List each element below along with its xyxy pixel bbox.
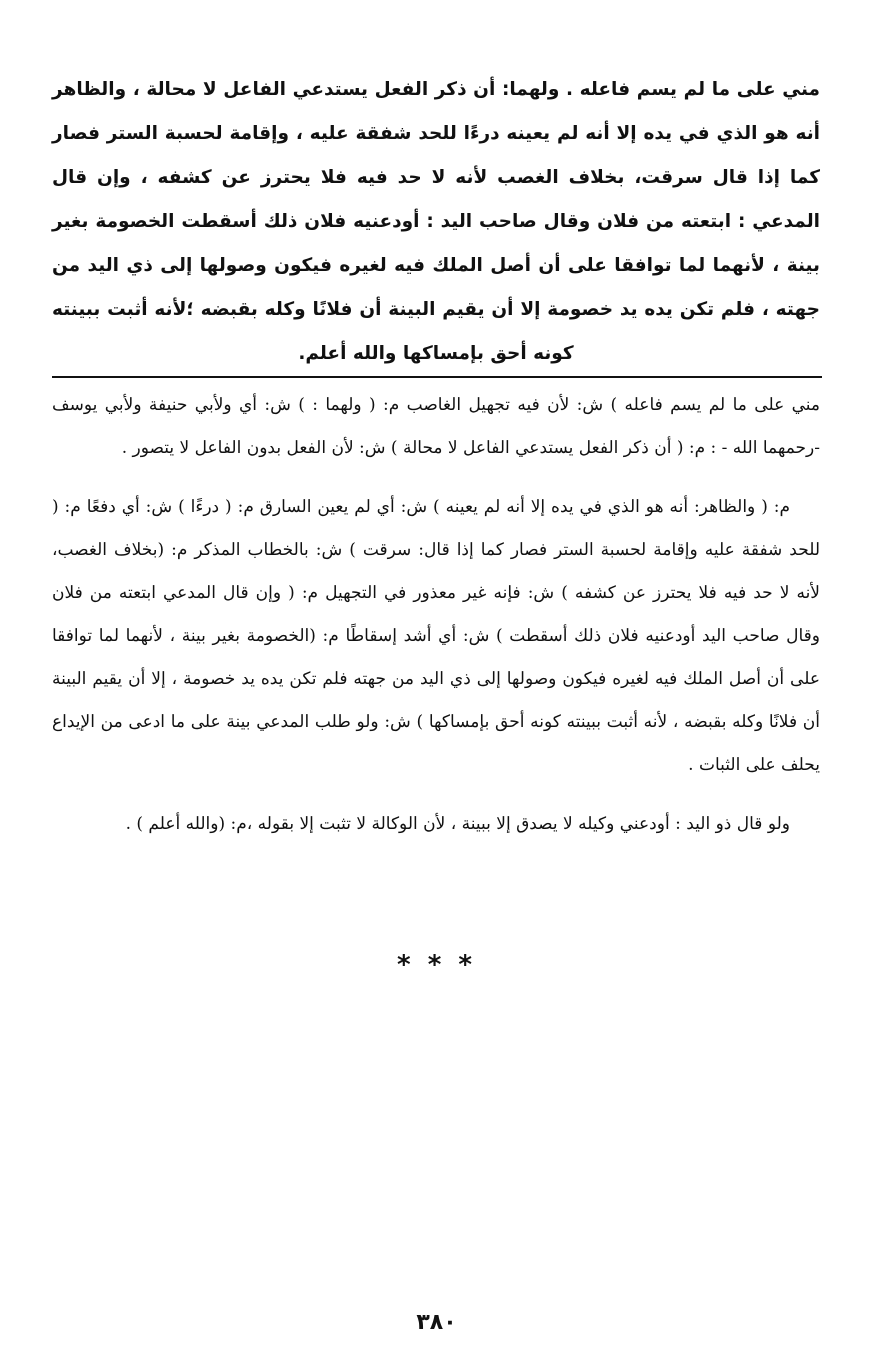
section-separator: * * * bbox=[397, 950, 476, 980]
commentary-paragraph: ولو قال ذو اليد : أودعني وكيله لا يصدق إلا ببينة ، لأن الوكالة لا تثبت إلا بقوله ،م: (والله أعلم ) . bbox=[125, 814, 790, 834]
commentary-paragraph: م: ( والظاهر: أنه هو الذي في يده إلا أنه لم يعينه ) ش: أي لم يعين السارق م: ( درءًا ) ش: أي دفعًا م: ( للحد شفقة عليه وإقامة لحسبة الستر فصار كما إذا قال: سرقت ) ش: بالخطاب المذكر م: (بخلاف الغصب، لأنه لا حد فيه فلا يحترز عن كشفه ) ش: فإنه غير معذور في التجهيل م: ( وإن قال المدعي ابتعته من فلان وقال صاحب اليد أودعنيه فلان ذلك أسقطت ) ش: أي أشد إسقاطًا م: (الخصومة بغير بينة ، لأنهما لما توافقا على أن أصل الملك فيه لغيره فيكون وصولها إلى ذي اليد من جهته فلم تكن يده يد خصومة ، إلا أن يقيم البينة أن فلانًا وكله بقبضه ، لأنه أثبت ببينته كونه أحق بإمساكها ) ش: ولو طلب المدعي بينة على ما ادعى من الإيداع يحلف على الثبات . bbox=[52, 497, 820, 775]
main-text-block: مني على ما لم يسم فاعله . ولهما: أن ذكر الفعل يستدعي الفاعل لا محالة ، والظاهر أنه هو الذي في يده إلا أنه لم يعينه درءًا للحد شفقة عليه ، وإقامة لحسبة الستر فصار كما إذا قال سرقت، بخلاف الغصب لأنه لا حد فيه فلا يحترز عن كشفه ، وإن قال المدعي : ابتعته من فلان وقال صاحب اليد : أودعنيه فلان ذلك أسقطت الخصومة بغير بينة ، لأنهما لما توافقا على أن أصل الملك فيه لغيره فيكون وصولها إلى ذي اليد من جهته ، فلم تكن يده يد خصومة إلا أن يقيم البينة أن فلانًا وكله بقبضه ؛لأنه أثبت ببينته كونه أحق بإمساكها والله أعلم. bbox=[52, 79, 820, 364]
footnote-divider bbox=[52, 376, 822, 378]
commentary-block bbox=[52, 384, 820, 862]
commentary-paragraph: مني على ما لم يسم فاعله ) ش: لأن فيه تجهيل الغاصب م: ( ولهما : ) ش: أي ولأبي حنيفة ولأبي يوسف -رحمهما الله - : م: ( أن ذكر الفعل يستدعي الفاعل لا محالة ) ش: لأن الفعل بدون الفاعل لا يتصور . bbox=[52, 395, 820, 458]
page-number: ٣٨٠ bbox=[416, 1310, 457, 1335]
